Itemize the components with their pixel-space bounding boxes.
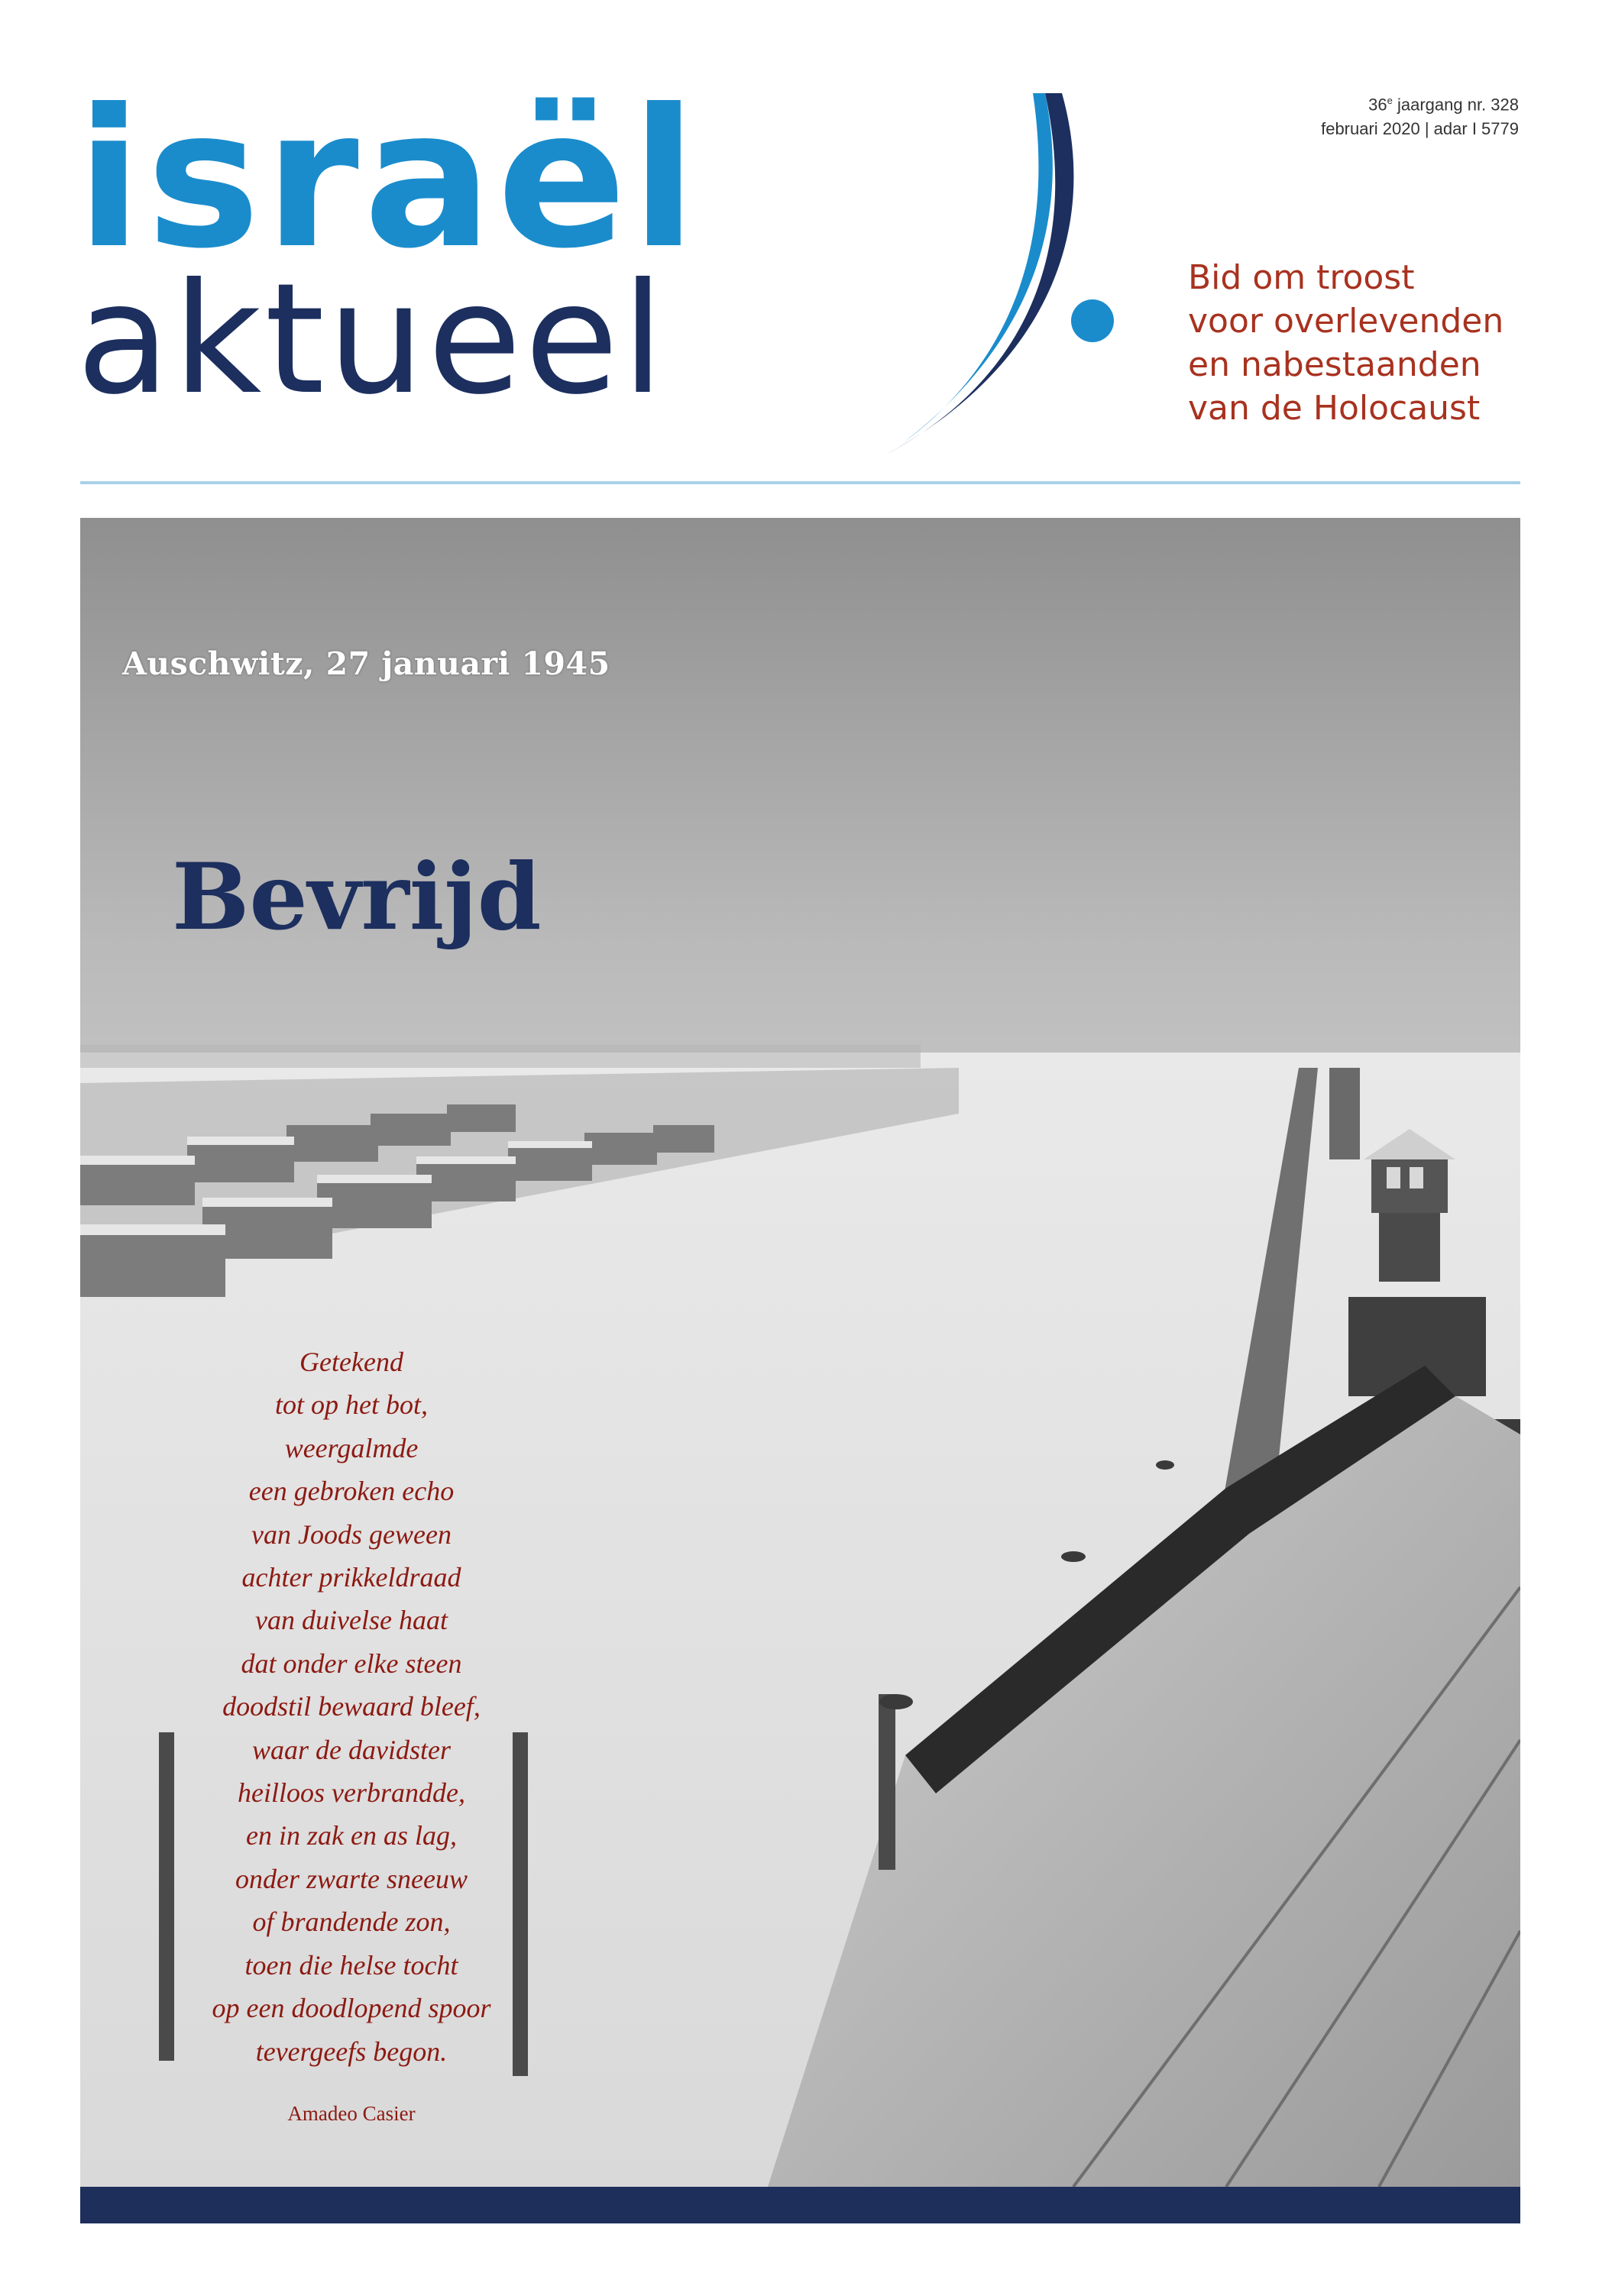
cover-photo: [80, 518, 1520, 2187]
poem-line: achter prikkeldraad: [241, 1562, 461, 1593]
poem-line: dat onder elke steen: [241, 1648, 462, 1679]
logo-title-line1: israël: [76, 68, 701, 290]
poem-line: tevergeefs begon.: [255, 2036, 448, 2067]
poem-line: waar de davidster: [252, 1734, 451, 1765]
logo-title-line2: aktueel: [76, 251, 668, 428]
photo-caption-location: Auschwitz, 27 januari 1945: [122, 645, 610, 682]
cover-headline: Bevrijd: [172, 843, 542, 951]
poem-line: onder zwarte sneeuw: [235, 1863, 468, 1894]
poem-line: tot op het bot,: [275, 1389, 428, 1421]
issue-date: februari 2020 | adar I 5779: [1321, 119, 1519, 139]
logo-swoosh-mark: [871, 92, 1161, 458]
poem-line: Getekend: [299, 1347, 403, 1377]
poem-line: op een doodlopend spoor: [212, 1993, 491, 2024]
issue-info: [1321, 89, 1519, 141]
poem-line: toen die helse tocht: [244, 1949, 458, 1981]
poem-line: weergalmde: [284, 1432, 419, 1463]
tagline-line: van de Holocaust: [1188, 389, 1481, 428]
poem-line: heilloos verbrandde,: [238, 1777, 465, 1809]
poem-line: van duivelse haat: [255, 1605, 448, 1636]
barracks-row-back: [80, 1045, 921, 1068]
tagline-line: en nabestaanden: [1188, 345, 1481, 384]
poem-author: Amadeo Casier: [287, 2102, 416, 2125]
guard-tower-far: [1329, 1068, 1360, 1159]
footer-bar: [80, 2187, 1520, 2223]
poem-line: of brandende zon,: [252, 1906, 451, 1938]
header-divider: [80, 481, 1520, 484]
poem-line: van Joods geween: [251, 1518, 452, 1550]
issue-volume: 36e jaargang nr. 328: [1368, 95, 1519, 115]
logo-dot: [1071, 299, 1114, 342]
poem: [160, 1340, 542, 2073]
tagline: [1188, 256, 1539, 430]
poem-line: een gebroken echo: [248, 1476, 455, 1507]
poem-line: doodstil bewaard bleef,: [222, 1691, 481, 1722]
tagline-line: voor overlevenden: [1188, 302, 1504, 341]
swoosh-blue-stroke: [903, 93, 1053, 443]
poem-line: en in zak en as lag,: [246, 1820, 457, 1851]
tagline-line: Bid om troost: [1188, 258, 1415, 297]
masthead: [0, 0, 1599, 504]
